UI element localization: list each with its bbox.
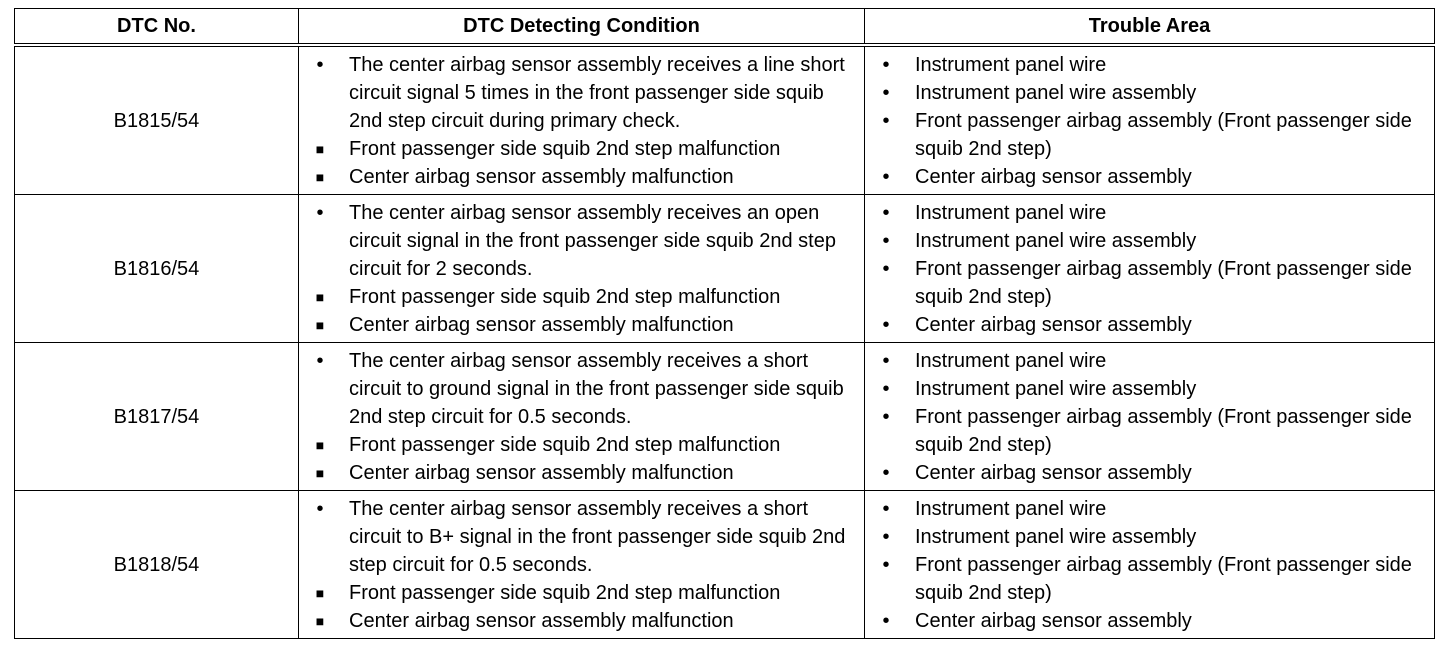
list-item [299,347,858,431]
square-bullet-icon: ■ [315,141,325,157]
condition-text: Center airbag sensor assembly malfunction [349,610,734,632]
area-text: Front passenger airbag assembly (Front passenger side squib 2nd step) [915,554,1412,604]
list-item [865,255,1428,311]
dtc-code: B1817/54 [15,343,299,491]
area-text: Center airbag sensor assembly [915,462,1192,484]
header-trouble-area: Trouble Area [865,9,1435,46]
list-item [865,403,1428,459]
square-bullet-icon: ■ [315,169,325,185]
square-bullet-icon: ■ [315,465,325,481]
bullet-icon: • [882,54,890,76]
list-item [865,607,1428,635]
table-row [15,195,1435,343]
list-item [299,607,858,635]
trouble-area-cell [865,491,1435,639]
list-item [865,551,1428,607]
dtc-table-container [14,8,1434,639]
square-bullet-icon: ■ [315,437,325,453]
bullet-icon: • [316,350,324,372]
bullet-icon: • [882,202,890,224]
header-dtc-no: DTC No. [15,9,299,46]
condition-text: The center airbag sensor assembly receives a short circuit to ground signal in the front passenger side squib 2nd step circuit for 0.5 seconds. [349,350,844,428]
trouble-area-cell [865,343,1435,491]
trouble-area-cell [865,45,1435,195]
condition-cell [299,343,865,491]
header-row [15,9,1435,46]
list-item [865,375,1428,403]
list-item [299,283,858,311]
table-row [15,45,1435,195]
list-item [299,311,858,339]
area-text: Front passenger airbag assembly (Front passenger side squib 2nd step) [915,406,1412,456]
condition-cell [299,45,865,195]
list-item [299,135,858,163]
square-bullet-icon: ■ [315,317,325,333]
list-item [865,347,1428,375]
list-item [865,163,1428,191]
bullet-icon: • [882,314,890,336]
condition-cell [299,491,865,639]
condition-text: Center airbag sensor assembly malfunction [349,314,734,336]
condition-text: Front passenger side squib 2nd step malfunction [349,138,781,160]
area-text: Front passenger airbag assembly (Front passenger side squib 2nd step) [915,110,1412,160]
list-item [299,459,858,487]
bullet-icon: • [316,202,324,224]
list-item [299,163,858,191]
trouble-area-cell [865,195,1435,343]
bullet-icon: • [882,610,890,632]
condition-text: Front passenger side squib 2nd step malfunction [349,582,781,604]
list-item [865,107,1428,163]
bullet-icon: • [882,406,890,428]
bullet-icon: • [882,110,890,132]
area-text: Instrument panel wire [915,498,1107,520]
condition-text: Center airbag sensor assembly malfunction [349,462,734,484]
dtc-code: B1816/54 [15,195,299,343]
square-bullet-icon: ■ [315,289,325,305]
area-text: Center airbag sensor assembly [915,166,1192,188]
list-item [865,227,1428,255]
list-item [865,459,1428,487]
area-text: Instrument panel wire [915,202,1107,224]
bullet-icon: • [882,82,890,104]
bullet-icon: • [882,350,890,372]
bullet-icon: • [882,554,890,576]
list-item [299,579,858,607]
bullet-icon: • [882,462,890,484]
list-item [299,495,858,579]
list-item [299,431,858,459]
condition-text: The center airbag sensor assembly receives a line short circuit signal 5 times in the front passenger side squib 2nd step circuit during primary check. [349,54,845,132]
bullet-icon: • [882,166,890,188]
list-item [865,199,1428,227]
list-item [299,199,858,283]
bullet-icon: • [882,230,890,252]
condition-text: The center airbag sensor assembly receives an open circuit signal in the front passenger side squib 2nd step circuit for 2 seconds. [349,202,836,280]
bullet-icon: • [316,498,324,520]
area-text: Center airbag sensor assembly [915,314,1192,336]
condition-cell [299,195,865,343]
square-bullet-icon: ■ [315,613,325,629]
area-text: Instrument panel wire assembly [915,82,1197,104]
list-item [865,51,1428,79]
area-text: Front passenger airbag assembly (Front passenger side squib 2nd step) [915,258,1412,308]
bullet-icon: • [882,258,890,280]
area-text: Instrument panel wire [915,54,1107,76]
table-row [15,343,1435,491]
dtc-code: B1818/54 [15,491,299,639]
bullet-icon: • [882,526,890,548]
area-text: Instrument panel wire assembly [915,378,1197,400]
bullet-icon: • [882,498,890,520]
list-item [865,79,1428,107]
condition-text: Center airbag sensor assembly malfunction [349,166,734,188]
table-row [15,491,1435,639]
bullet-icon: • [316,54,324,76]
square-bullet-icon: ■ [315,585,325,601]
bullet-icon: • [882,378,890,400]
condition-text: The center airbag sensor assembly receives a short circuit to B+ signal in the front passenger side squib 2nd step circuit for 0.5 seconds. [349,498,846,576]
dtc-code: B1815/54 [15,45,299,195]
list-item [865,495,1428,523]
condition-text: Front passenger side squib 2nd step malfunction [349,286,781,308]
list-item [299,51,858,135]
area-text: Instrument panel wire assembly [915,526,1197,548]
dtc-table [14,8,1435,639]
area-text: Instrument panel wire assembly [915,230,1197,252]
area-text: Instrument panel wire [915,350,1107,372]
area-text: Center airbag sensor assembly [915,610,1192,632]
list-item [865,311,1428,339]
condition-text: Front passenger side squib 2nd step malfunction [349,434,781,456]
header-condition: DTC Detecting Condition [299,9,865,46]
list-item [865,523,1428,551]
